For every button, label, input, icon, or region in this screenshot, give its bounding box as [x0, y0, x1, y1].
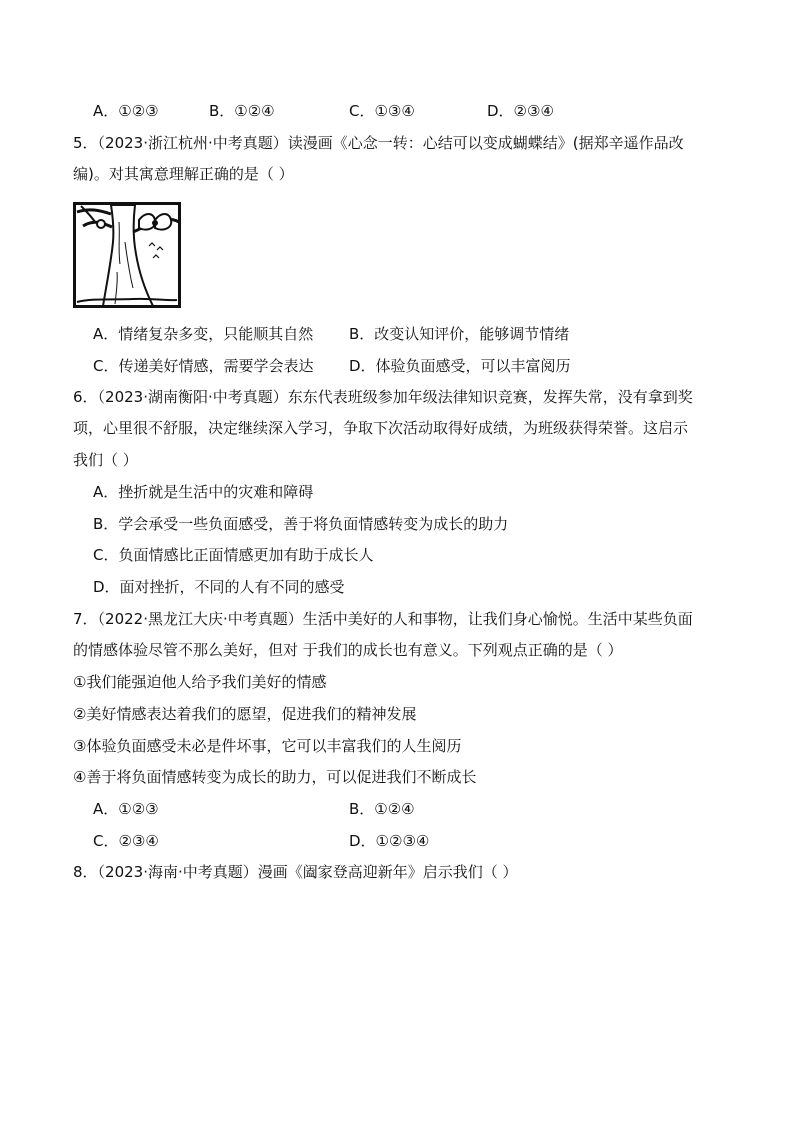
q5-stem-line2: 编)。对其寓意理解正确的是（ ）	[73, 165, 294, 183]
q6-option-d: D．面对挫折，不同的人有不同的感受	[93, 578, 345, 596]
q4-option-b: B．①②④	[209, 102, 275, 120]
q5-option-c: C．传递美好情感，需要学会表达	[93, 357, 314, 375]
q7-option-b: B．①②④	[349, 800, 415, 818]
q7-statement-1: ①我们能强迫他人给予我们美好的情感	[73, 673, 327, 691]
q7-statement-2: ②美好情感表达着我们的愿望，促进我们的精神发展	[73, 705, 417, 723]
q6-option-a: A．挫折就是生活中的灾难和障碍	[93, 483, 314, 501]
q6-stem-line1: 6．（2023·湖南衡阳·中考真题）东东代表班级参加年级法律知识竞赛，发挥失常，没有拿到奖	[73, 388, 693, 406]
q7-statement-4: ④善于将负面情感转变为成长的助力，可以促进我们不断成长	[73, 768, 477, 786]
q5-option-a: A．情绪复杂多变，只能顺其自然	[93, 325, 314, 343]
q5-option-d: D．体验负面感受，可以丰富阅历	[349, 357, 571, 375]
q4-option-a: A．①②③	[93, 102, 159, 120]
q7-stem-line2: 的情感体验尽管不那么美好，但对 于我们的成长也有意义。下列观点正确的是（ ）	[73, 641, 623, 659]
q7-stem-line1: 7．（2022·黑龙江大庆·中考真题）生活中美好的人和事物，让我们身心愉悦。生活中某些负面	[73, 610, 693, 628]
q7-statement-3: ③体验负面感受未必是件坏事，它可以丰富我们的人生阅历	[73, 737, 462, 755]
cartoon-tree-bowknot-image	[73, 202, 181, 308]
q6-option-c: C．负面情感比正面情感更加有助于成长人	[93, 546, 374, 564]
q6-option-b: B．学会承受一些负面感受，善于将负面情感转变为成长的助力	[93, 515, 509, 533]
q7-option-a: A．①②③	[93, 800, 159, 818]
q5-option-b: B．改变认知评价，能够调节情绪	[349, 325, 570, 343]
q6-stem-line2: 项，心里很不舒服，决定继续深入学习，争取下次活动取得好成绩，为班级获得荣誉。这启示	[73, 419, 689, 437]
q5-stem-line1: 5．（2023·浙江杭州·中考真题）读漫画《心念一转：心结可以变成蝴蝶结》(据郑辛遥作品改	[73, 134, 684, 152]
q7-option-c: C．②③④	[93, 832, 159, 850]
q6-stem-line3: 我们（ ）	[73, 451, 138, 469]
q8-stem-line1: 8．（2023·海南·中考真题）漫画《阖家登高迎新年》启示我们（ ）	[73, 863, 518, 881]
q4-option-d: D．②③④	[487, 102, 554, 120]
q4-option-c: C．①③④	[349, 102, 415, 120]
q7-option-d: D．①②③④	[349, 832, 430, 850]
